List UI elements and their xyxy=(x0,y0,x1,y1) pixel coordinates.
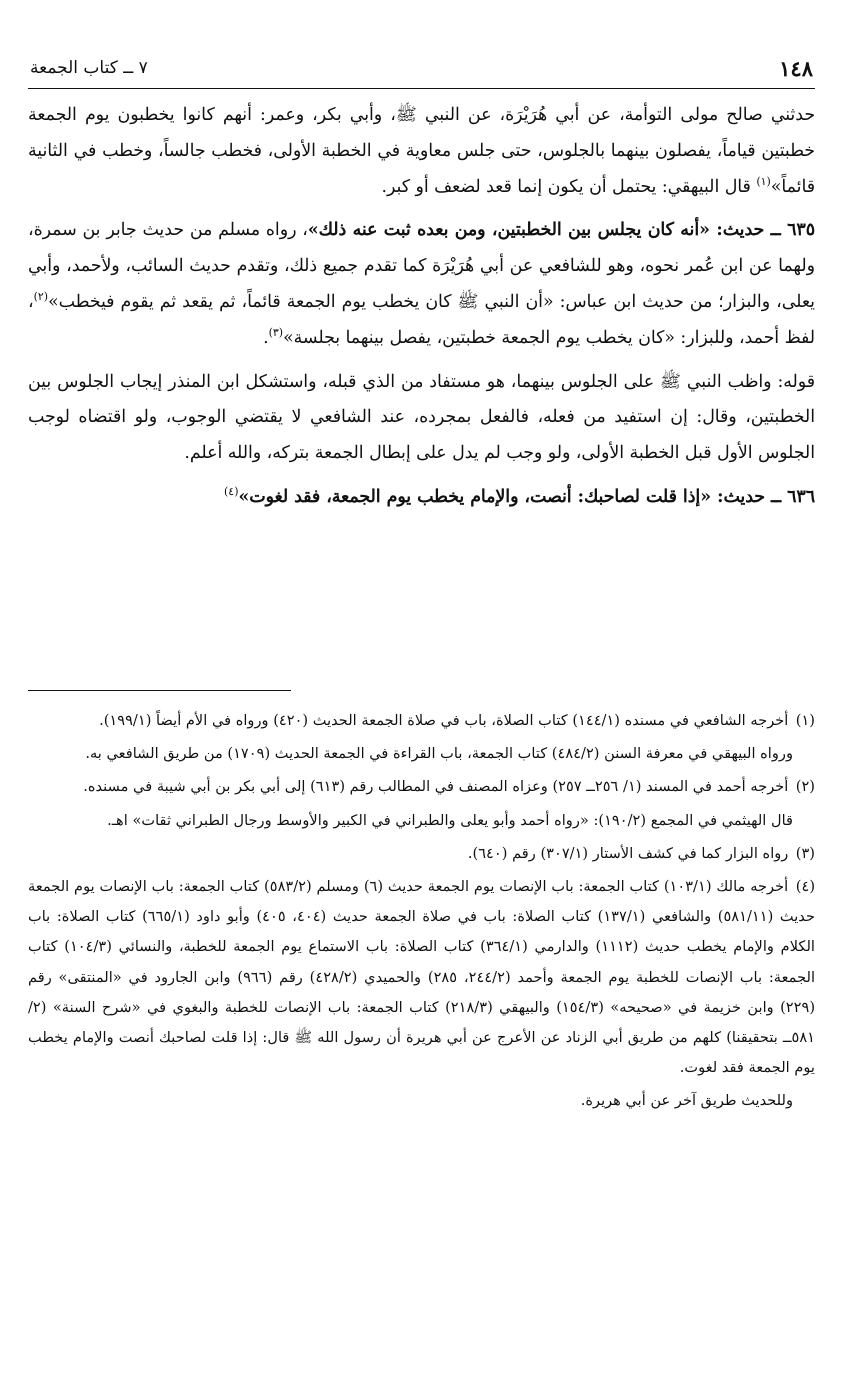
footnote-1-continuation: ورواه البيهقي في معرفة السنن (٤٨٤/٢) كتاب الجمعة، باب القراءة في الجمعة الحديث (١٧٠٩) من طريق الشافعي به. xyxy=(85,745,793,763)
main-text xyxy=(28,98,815,524)
footnote-separator xyxy=(28,690,291,691)
footnote-1: (١) أخرجه الشافعي في مسنده (١٤٤/١) كتاب الصلاة، باب في صلاة الجمعة الحديث (٤٢٠) ورواه في الأم أيضاً (١٩٩/١). xyxy=(99,712,815,729)
footnote-ref-2[interactable]: (٢) xyxy=(33,290,49,304)
paragraph-commentary: قوله: واظب النبي ﷺ على الجلوس بينهما، هو مستفاد من الذي قبله، واستشكل ابن المنذر إيجاب الجلوس بين الخطبتين، وقال: إن استفيد من فعله، فالفعل بمجرده، عند الشافعي لا يقتضي الوجوب، ولو اقتضاه لوجب الجلوس الأول قبل الخطبة الأولى، ولو وجب لم يدل على إبطال الجمعة بتركه، والله أعلم. xyxy=(28,371,815,464)
footnote-ref-3[interactable]: (٣) xyxy=(268,326,284,340)
footnote-ref-4[interactable]: (٤) xyxy=(223,485,239,499)
page-header xyxy=(28,54,815,89)
footnote-4-continuation: وللحديث طريق آخر عن أبي هريرة. xyxy=(580,1092,793,1110)
footnote-4: (٤) أخرجه مالك (١٠٣/١) كتاب الجمعة: باب الإنصات يوم الجمعة حديث (٦) ومسلم (٥٨٣/٢) كتاب الجمعة: باب الإنصات يوم الجمعة حديث (٥٨١/١١) والشافعي (١٣٧/١) كتاب الصلاة: باب في صلاة الجمعة حديث (٤٠٤، ٤٠٥) وأبو داود (٦٦٥/١) كتاب الصلاة: باب الكلام والإمام يخطب حديث (١١١٢) والدارمي (٣٦٤/١) كتاب الصلاة: باب الاستماع يوم الجمعة للخطبة، والنسائي (١٠٤/٣) كتاب الجمعة: باب الإنصات للخطبة يوم الجمعة وأحمد (٢٤٤/٢، ٢٨٥) والحميدي (٤٢٨/٢) رقم (٩٦٦) وابن الجارود في «المنتقى» رقم (٢٢٩) وابن خزيمة في «صحيحه» (١٥٤/٣) والبيهقي (٢١٨/٣) كتاب الجمعة: باب الإنصات للخطبة والبغوي في «شرح السنة» (٢/ ٥٨١ــ بتحقيقنا) كلهم من طريق أبي الزناد عن الأعرج عن أبي هريرة أن رسول الله ﷺ قال: إذا قلت لصاحبك أنصت والإمام يخطب يوم الجمعة فقد لغوت. xyxy=(28,878,816,1077)
page-number: ١٤٨ xyxy=(779,56,813,81)
hadith-quote: «أنه كان يجلس بين الخطبتين، ومن بعده ثبت عنه ذلك» xyxy=(307,220,710,241)
hadith-quote: «إذا قلت لصاحبك: أنصت، والإمام يخطب يوم الجمعة، فقد لغوت» xyxy=(238,486,712,507)
footnotes xyxy=(28,706,815,1120)
hadith-number: ٦٣٥ xyxy=(787,220,815,241)
hadith-635: ٦٣٥ ــ حديث: «أنه كان يجلس بين الخطبتين، ومن بعده ثبت عنه ذلك»، رواه مسلم من حديث جابر بن سمرة، ولهما عن ابن عُمر نحوه، وهو للشافعي عن أبي هُرَيْرَة كما تقدم جميع ذلك، وتقدم حديث السائب، ولأحمد، وأبي يعلى، والبزار؛ من حديث ابن عباس: «أن النبي ﷺ كان يخطب يوم الجمعة قائماً، ثم يقعد ثم يقوم فيخطب»$^{(٢)}$، لفظ أحمد، وللبزار: «كان يخطب يوم الجمعة خطبتين، يفصل بينهما بجلسة»$^{(٣)}$. xyxy=(28,220,815,348)
footnote-2-continuation: قال الهيثمي في المجمع (١٩٠/٢): «رواه أحمد وأبو يعلى والطبراني في الكبير والأوسط ورجال الطبراني ثقات» اهـ. xyxy=(107,811,793,829)
hadith-number: ٦٣٦ xyxy=(787,486,815,507)
running-head: ٧ ــ كتاب الجمعة xyxy=(30,58,148,78)
footnote-ref-1[interactable]: (١) xyxy=(756,174,771,188)
footnote-2: (٢) أخرجه أحمد في المسند (١/ ٢٥٦ــ ٢٥٧) وعزاه المصنف في المطالب رقم (٦١٣) إلى أبي بكر بن أبي شيبة في مسنده. xyxy=(83,778,815,796)
paragraph-1: حدثني صالح مولى التوأمة، عن أبي هُرَيْرَة، عن النبي ﷺ، وأبي بكر، وعمر: أنهم كانوا يخطبون يوم الجمعة خطبتين قياماً، يفصلون بينهما بالجلوس، حتى جلس معاوية في الخطبة الأولى، فخطب جالساً، وخطب في الثانية قائماً»$^{(١)}$ قال البيهقي: يحتمل أن يكون إنما قعد لضعف أو كبر. xyxy=(28,105,815,197)
hadith-636: ٦٣٦ ــ حديث: «إذا قلت لصاحبك: أنصت، والإمام يخطب يوم الجمعة، فقد لغوت»$^{(٤)}$ xyxy=(223,485,815,507)
footnote-3: (٣) رواه البزار كما في كشف الأستار (٣٠٧/١) رقم (٦٤٠). xyxy=(467,844,815,862)
